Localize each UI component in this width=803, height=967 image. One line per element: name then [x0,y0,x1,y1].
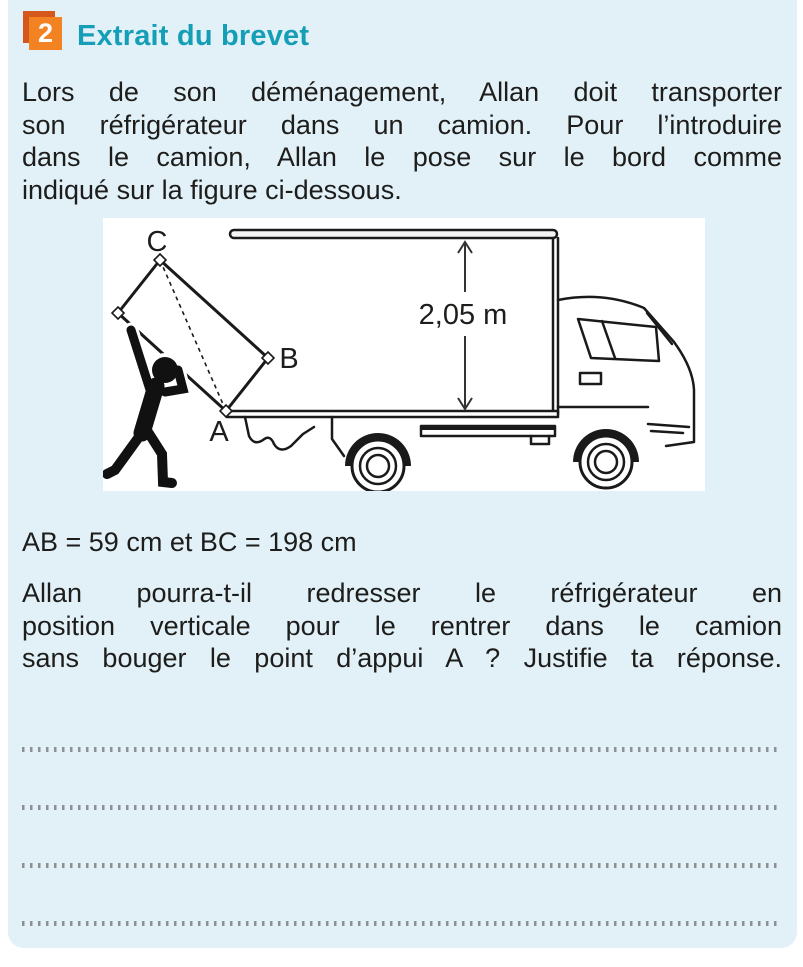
intro-line: Lors de son déménagement, Allan doit transporter [22,77,782,107]
question-paragraph [22,577,782,675]
point-label-c: C [146,226,168,258]
figure-illustration [103,218,705,491]
dimension-label: 2,05 m [418,299,508,331]
exercise-badge [29,17,62,50]
measurements-text: AB = 59 cm et BC = 198 cm [22,527,357,557]
answer-line [22,747,781,752]
intro-line: son réfrigérateur dans un camion. Pour l’introduire [22,109,782,140]
question-line: Allan pourra-t-il redresser le réfrigérateur en [22,578,782,608]
exercise-panel [8,0,797,948]
point-label-b: B [279,343,299,375]
point-label-a: A [209,416,229,448]
exercise-title: Extrait du brevet [77,20,310,52]
answer-line [22,805,781,810]
intro-line: dans le camion, Allan le pose sur le bord comme [22,142,782,172]
intro-paragraph [22,76,782,206]
question-line: sans bouger le point d’appui A ? Justifie ta réponse. [22,643,782,673]
answer-line [22,863,781,868]
question-line: position verticale pour le rentrer dans le camion [22,610,782,641]
truck-and-fridge-drawing [103,218,705,491]
exercise-number: 2 [37,18,54,48]
answer-line [22,921,781,926]
intro-line: indiqué sur la figure ci-dessous. [22,174,402,205]
